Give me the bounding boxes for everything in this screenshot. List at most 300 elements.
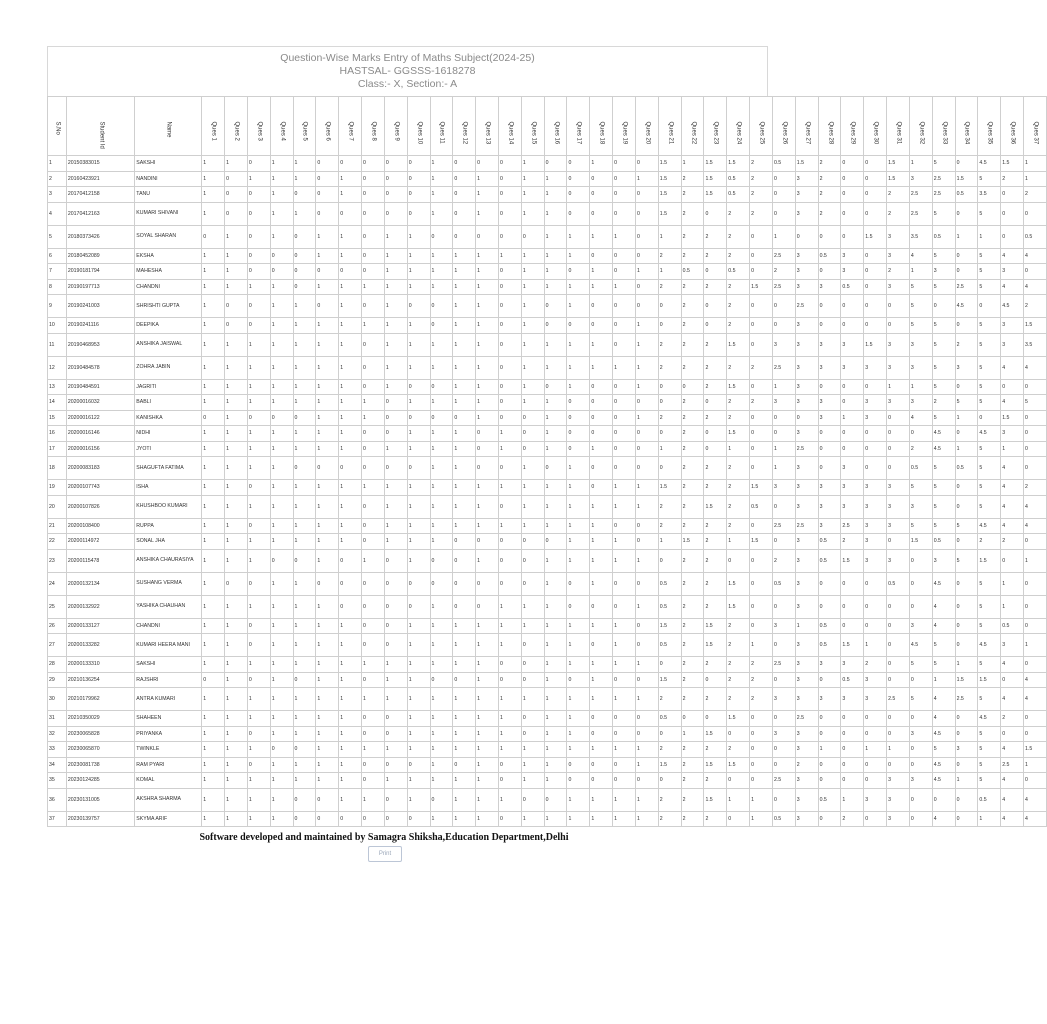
mark-cell: 1.5 <box>704 788 727 811</box>
mark-cell: 0 <box>750 295 773 318</box>
table-row <box>48 318 1047 334</box>
mark-cell: 0 <box>864 618 887 634</box>
mark-cell: 2 <box>727 518 750 534</box>
mark-cell: 0 <box>887 441 910 457</box>
mark-cell: 0 <box>293 742 316 758</box>
mark-cell: 0 <box>772 318 795 334</box>
mark-cell: 0 <box>1024 202 1047 225</box>
mark-cell: 0.5 <box>658 595 681 618</box>
mark-cell: 0 <box>316 187 339 203</box>
mark-cell: 0 <box>887 757 910 773</box>
mark-cell: 0 <box>750 264 773 280</box>
mark-cell: 0 <box>293 788 316 811</box>
mark-cell: 1 <box>453 480 476 496</box>
mark-cell: 1 <box>453 356 476 379</box>
mark-cell: 5 <box>955 395 978 411</box>
mark-cell: 0 <box>658 395 681 411</box>
mark-cell: 1 <box>430 156 453 172</box>
mark-cell: 3 <box>795 672 818 688</box>
mark-cell: 3 <box>864 356 887 379</box>
mark-cell: 0 <box>818 757 841 773</box>
table-row <box>48 495 1047 518</box>
mark-cell: 1 <box>247 395 270 411</box>
mark-cell: 1.5 <box>887 171 910 187</box>
mark-cell: 3 <box>795 426 818 442</box>
table-row <box>48 279 1047 295</box>
mark-cell: 0 <box>658 657 681 673</box>
mark-cell: 1 <box>567 248 590 264</box>
mark-cell: 0 <box>750 618 773 634</box>
student-id-cell: 20190197713 <box>66 279 134 295</box>
mark-cell: 3 <box>1001 333 1024 356</box>
mark-cell: 1.5 <box>704 618 727 634</box>
mark-cell: 2 <box>658 518 681 534</box>
mark-cell: 1 <box>476 549 499 572</box>
mark-cell: 2 <box>681 356 704 379</box>
mark-cell: 0 <box>613 171 636 187</box>
mark-cell: 1 <box>613 742 636 758</box>
mark-cell: 1 <box>499 634 522 657</box>
mark-cell: 0 <box>362 726 385 742</box>
mark-cell: 5 <box>978 572 1001 595</box>
mark-cell: 0 <box>567 441 590 457</box>
mark-cell: 0 <box>750 711 773 727</box>
mark-cell: 0 <box>772 757 795 773</box>
mark-cell: 4 <box>1024 788 1047 811</box>
mark-cell: 0 <box>362 333 385 356</box>
mark-cell: 1 <box>453 811 476 827</box>
mark-cell: 0 <box>841 426 864 442</box>
mark-cell: 1 <box>270 773 293 789</box>
mark-cell: 1 <box>339 657 362 673</box>
student-name-cell: AKSHRA SHARMA <box>135 788 202 811</box>
mark-cell: 5 <box>932 634 955 657</box>
mark-cell: 1 <box>1024 171 1047 187</box>
mark-cell: 0 <box>247 757 270 773</box>
mark-cell: 1 <box>544 356 567 379</box>
mark-cell: 1 <box>407 672 430 688</box>
mark-cell: 0 <box>339 457 362 480</box>
student-name-cell: CHANDNI <box>135 618 202 634</box>
mark-cell: 1 <box>339 518 362 534</box>
column-header-label: Ques 6 <box>324 121 331 141</box>
mark-cell: 0 <box>864 318 887 334</box>
column-header <box>384 97 407 156</box>
mark-cell: 5 <box>978 264 1001 280</box>
student-name-cell: SAKSHI <box>135 657 202 673</box>
mark-cell: 0 <box>1024 379 1047 395</box>
mark-cell: 0 <box>567 202 590 225</box>
mark-cell: 1 <box>430 711 453 727</box>
mark-cell: 0 <box>362 595 385 618</box>
mark-cell: 3 <box>887 333 910 356</box>
mark-cell: 1 <box>407 356 430 379</box>
serial-cell: 19 <box>48 480 67 496</box>
mark-cell: 1 <box>339 634 362 657</box>
mark-cell: 1 <box>293 634 316 657</box>
mark-cell: 0 <box>247 156 270 172</box>
mark-cell: 1 <box>247 742 270 758</box>
mark-cell: 0 <box>521 672 544 688</box>
mark-cell: 2.5 <box>955 688 978 711</box>
mark-cell: 1 <box>499 441 522 457</box>
mark-cell: 1 <box>270 757 293 773</box>
serial-cell: 15 <box>48 410 67 426</box>
serial-cell: 4 <box>48 202 67 225</box>
mark-cell: 1 <box>544 549 567 572</box>
mark-cell: 0 <box>704 202 727 225</box>
mark-cell: 1 <box>247 441 270 457</box>
mark-cell: 2 <box>704 356 727 379</box>
mark-cell: 0 <box>818 225 841 248</box>
mark-cell: 0 <box>1024 773 1047 789</box>
mark-cell: 1 <box>864 742 887 758</box>
mark-cell: 1 <box>476 318 499 334</box>
mark-cell: 1 <box>316 495 339 518</box>
mark-cell: 1 <box>521 248 544 264</box>
mark-cell: 0 <box>499 156 522 172</box>
mark-cell: 1 <box>202 657 225 673</box>
mark-cell: 0 <box>887 595 910 618</box>
mark-cell: 1 <box>590 441 613 457</box>
mark-cell: 0 <box>521 788 544 811</box>
mark-cell: 4 <box>932 595 955 618</box>
mark-cell: 3 <box>772 726 795 742</box>
mark-cell: 1 <box>270 672 293 688</box>
table-row <box>48 441 1047 457</box>
mark-cell: 1 <box>567 379 590 395</box>
mark-cell: 2 <box>681 426 704 442</box>
mark-cell: 0 <box>270 248 293 264</box>
mark-cell: 1 <box>225 518 248 534</box>
mark-cell: 3 <box>795 395 818 411</box>
mark-cell: 5 <box>978 457 1001 480</box>
mark-cell: 1 <box>407 634 430 657</box>
column-header <box>430 97 453 156</box>
mark-cell: 1 <box>453 457 476 480</box>
mark-cell: 3 <box>1001 634 1024 657</box>
mark-cell: 0 <box>362 711 385 727</box>
mark-cell: 0 <box>293 549 316 572</box>
mark-cell: 1 <box>339 788 362 811</box>
mark-cell: 0 <box>430 572 453 595</box>
mark-cell: 1 <box>384 657 407 673</box>
mark-cell: 1 <box>202 295 225 318</box>
mark-cell: 0 <box>407 379 430 395</box>
mark-cell: 0 <box>362 248 385 264</box>
mark-cell: 1 <box>384 356 407 379</box>
mark-cell: 1 <box>544 225 567 248</box>
mark-cell: 1 <box>430 495 453 518</box>
mark-cell: 2 <box>681 657 704 673</box>
mark-cell: 0 <box>635 618 658 634</box>
mark-cell: 0 <box>384 395 407 411</box>
mark-cell: 1 <box>567 534 590 550</box>
mark-cell: 1 <box>293 480 316 496</box>
mark-cell: 0 <box>727 773 750 789</box>
mark-cell: 0 <box>590 595 613 618</box>
mark-cell: 2 <box>681 788 704 811</box>
mark-cell: 3 <box>909 395 932 411</box>
mark-cell: 0 <box>841 773 864 789</box>
mark-cell: 1 <box>407 441 430 457</box>
mark-cell: 5 <box>932 410 955 426</box>
mark-cell: 0 <box>887 534 910 550</box>
mark-cell: 2 <box>681 441 704 457</box>
mark-cell: 1 <box>316 618 339 634</box>
mark-cell: 0 <box>887 634 910 657</box>
mark-cell: 2 <box>887 187 910 203</box>
mark-cell: 0 <box>909 572 932 595</box>
mark-cell: 1 <box>590 811 613 827</box>
mark-cell: 0 <box>567 572 590 595</box>
mark-cell: 1.5 <box>658 156 681 172</box>
mark-cell: 0 <box>225 572 248 595</box>
mark-cell: 0 <box>1024 572 1047 595</box>
mark-cell: 3 <box>795 333 818 356</box>
mark-cell: 0 <box>384 202 407 225</box>
mark-cell: 2 <box>772 264 795 280</box>
column-header-label: Ques 34 <box>963 121 970 144</box>
table-row <box>48 295 1047 318</box>
mark-cell: 2 <box>658 279 681 295</box>
mark-cell: 1 <box>247 426 270 442</box>
mark-cell: 1 <box>316 518 339 534</box>
mark-cell: 0 <box>955 156 978 172</box>
mark-cell: 0 <box>841 595 864 618</box>
mark-cell: 0 <box>430 379 453 395</box>
mark-cell: 3 <box>795 773 818 789</box>
student-name-cell: SONAL JHA <box>135 534 202 550</box>
student-name-cell: KOMAL <box>135 773 202 789</box>
print-button[interactable]: Print <box>368 846 402 862</box>
mark-cell: 0 <box>453 572 476 595</box>
mark-cell: 0 <box>407 156 430 172</box>
column-header <box>66 97 134 156</box>
mark-cell: 0 <box>613 318 636 334</box>
mark-cell: 0 <box>955 757 978 773</box>
mark-cell: 0 <box>727 726 750 742</box>
mark-cell: 0 <box>613 711 636 727</box>
mark-cell: 1 <box>362 788 385 811</box>
mark-cell: 0 <box>704 426 727 442</box>
mark-cell: 0 <box>544 788 567 811</box>
column-header-label: Ques 27 <box>804 121 811 144</box>
mark-cell: 1 <box>339 441 362 457</box>
mark-cell: 1 <box>476 264 499 280</box>
mark-cell: 1 <box>247 711 270 727</box>
mark-cell: 5 <box>909 688 932 711</box>
mark-cell: 4 <box>1001 811 1024 827</box>
mark-cell: 1 <box>772 379 795 395</box>
student-id-cell: 20200133310 <box>66 657 134 673</box>
mark-cell: 1 <box>544 410 567 426</box>
mark-cell: 3 <box>795 572 818 595</box>
student-id-cell: 20200108400 <box>66 518 134 534</box>
mark-cell: 5 <box>978 480 1001 496</box>
mark-cell: 0 <box>293 225 316 248</box>
mark-cell: 0 <box>247 480 270 496</box>
mark-cell: 0 <box>293 672 316 688</box>
mark-cell: 4 <box>1001 457 1024 480</box>
mark-cell: 0 <box>1024 410 1047 426</box>
mark-cell: 1 <box>590 672 613 688</box>
mark-cell: 4 <box>1024 495 1047 518</box>
mark-cell: 1.5 <box>795 156 818 172</box>
mark-cell: 2 <box>704 333 727 356</box>
mark-cell: 1 <box>476 379 499 395</box>
table-row <box>48 410 1047 426</box>
mark-cell: 1 <box>202 634 225 657</box>
mark-cell: 1 <box>567 634 590 657</box>
student-id-cell: 20170412163 <box>66 202 134 225</box>
mark-cell: 1 <box>316 356 339 379</box>
mark-cell: 0 <box>407 572 430 595</box>
mark-cell: 0 <box>430 672 453 688</box>
mark-cell: 0 <box>772 410 795 426</box>
mark-cell: 0 <box>544 379 567 395</box>
mark-cell: 1 <box>247 457 270 480</box>
student-name-cell: TWINKLE <box>135 742 202 758</box>
mark-cell: 0 <box>772 295 795 318</box>
mark-cell: 0 <box>590 480 613 496</box>
mark-cell: 0 <box>658 457 681 480</box>
mark-cell: 1 <box>750 811 773 827</box>
mark-cell: 5 <box>909 318 932 334</box>
mark-cell: 1 <box>476 688 499 711</box>
mark-cell: 1 <box>521 495 544 518</box>
table-row <box>48 742 1047 758</box>
mark-cell: 1 <box>270 171 293 187</box>
mark-cell: 1 <box>384 688 407 711</box>
mark-cell: 4 <box>932 811 955 827</box>
mark-cell: 3 <box>795 634 818 657</box>
mark-cell: 0 <box>225 171 248 187</box>
column-header <box>1024 97 1047 156</box>
mark-cell: 0 <box>613 333 636 356</box>
column-header <box>499 97 522 156</box>
mark-cell: 0 <box>567 171 590 187</box>
mark-cell: 3 <box>864 495 887 518</box>
mark-cell: 1 <box>339 534 362 550</box>
mark-cell: 0 <box>384 187 407 203</box>
mark-cell: 1 <box>362 549 385 572</box>
mark-cell: 0 <box>362 379 385 395</box>
mark-cell: 5 <box>932 495 955 518</box>
mark-cell: 1 <box>339 426 362 442</box>
column-header <box>613 97 636 156</box>
mark-cell: 1 <box>362 279 385 295</box>
mark-cell: 0.5 <box>727 264 750 280</box>
mark-cell: 1 <box>316 248 339 264</box>
mark-cell: 3 <box>887 395 910 411</box>
mark-cell: 0 <box>567 773 590 789</box>
mark-cell: 2.5 <box>932 171 955 187</box>
mark-cell: 5 <box>932 333 955 356</box>
mark-cell: 0 <box>499 672 522 688</box>
mark-cell: 1 <box>293 356 316 379</box>
mark-cell: 1 <box>225 356 248 379</box>
mark-cell: 1 <box>202 264 225 280</box>
mark-cell: 0 <box>909 757 932 773</box>
mark-cell: 1 <box>202 742 225 758</box>
mark-cell: 0 <box>293 410 316 426</box>
mark-cell: 0 <box>384 572 407 595</box>
mark-cell: 3 <box>795 811 818 827</box>
mark-cell: 1 <box>293 688 316 711</box>
mark-cell: 0 <box>499 457 522 480</box>
serial-cell: 7 <box>48 264 67 280</box>
mark-cell: 0 <box>864 295 887 318</box>
mark-cell: 2 <box>681 318 704 334</box>
mark-cell: 0 <box>499 356 522 379</box>
mark-cell: 0 <box>225 202 248 225</box>
serial-cell: 24 <box>48 572 67 595</box>
mark-cell: 5 <box>909 518 932 534</box>
mark-cell: 1 <box>544 395 567 411</box>
column-header-label: Ques 12 <box>461 121 468 144</box>
mark-cell: 5 <box>978 379 1001 395</box>
mark-cell: 0 <box>202 410 225 426</box>
mark-cell: 1 <box>635 379 658 395</box>
mark-cell: 4.5 <box>932 572 955 595</box>
mark-cell: 1 <box>613 811 636 827</box>
mark-cell: 1.5 <box>750 534 773 550</box>
mark-cell: 0 <box>887 711 910 727</box>
serial-cell: 6 <box>48 248 67 264</box>
mark-cell: 1 <box>544 333 567 356</box>
mark-cell: 2 <box>704 225 727 248</box>
mark-cell: 1 <box>521 279 544 295</box>
mark-cell: 0 <box>270 742 293 758</box>
mark-cell: 0.5 <box>818 634 841 657</box>
table-row <box>48 395 1047 411</box>
mark-cell: 0 <box>407 171 430 187</box>
table-row <box>48 773 1047 789</box>
mark-cell: 0 <box>818 672 841 688</box>
mark-cell: 1 <box>270 225 293 248</box>
mark-cell: 1 <box>384 773 407 789</box>
mark-cell: 0 <box>590 634 613 657</box>
mark-cell: 0 <box>590 457 613 480</box>
mark-cell: 1 <box>909 264 932 280</box>
mark-cell: 0 <box>795 410 818 426</box>
mark-cell: 3 <box>909 356 932 379</box>
mark-cell: 0 <box>658 318 681 334</box>
column-header-label: Ques 11 <box>438 121 445 144</box>
mark-cell: 0 <box>339 156 362 172</box>
mark-cell: 1 <box>887 379 910 395</box>
table-row <box>48 688 1047 711</box>
mark-cell: 1 <box>476 279 499 295</box>
mark-cell: 0 <box>567 410 590 426</box>
mark-cell: 1 <box>521 264 544 280</box>
mark-cell: 3 <box>887 356 910 379</box>
mark-cell: 0 <box>362 534 385 550</box>
mark-cell: 0 <box>635 711 658 727</box>
mark-cell: 1 <box>430 395 453 411</box>
mark-cell: 2 <box>818 156 841 172</box>
mark-cell: 0 <box>247 672 270 688</box>
mark-cell: 1 <box>476 634 499 657</box>
mark-cell: 1 <box>293 318 316 334</box>
mark-cell: 2.5 <box>772 518 795 534</box>
mark-cell: 1 <box>955 225 978 248</box>
mark-cell: 4.5 <box>932 757 955 773</box>
column-header-label: Ques 14 <box>507 121 514 144</box>
mark-cell: 1 <box>453 295 476 318</box>
mark-cell: 0 <box>841 202 864 225</box>
